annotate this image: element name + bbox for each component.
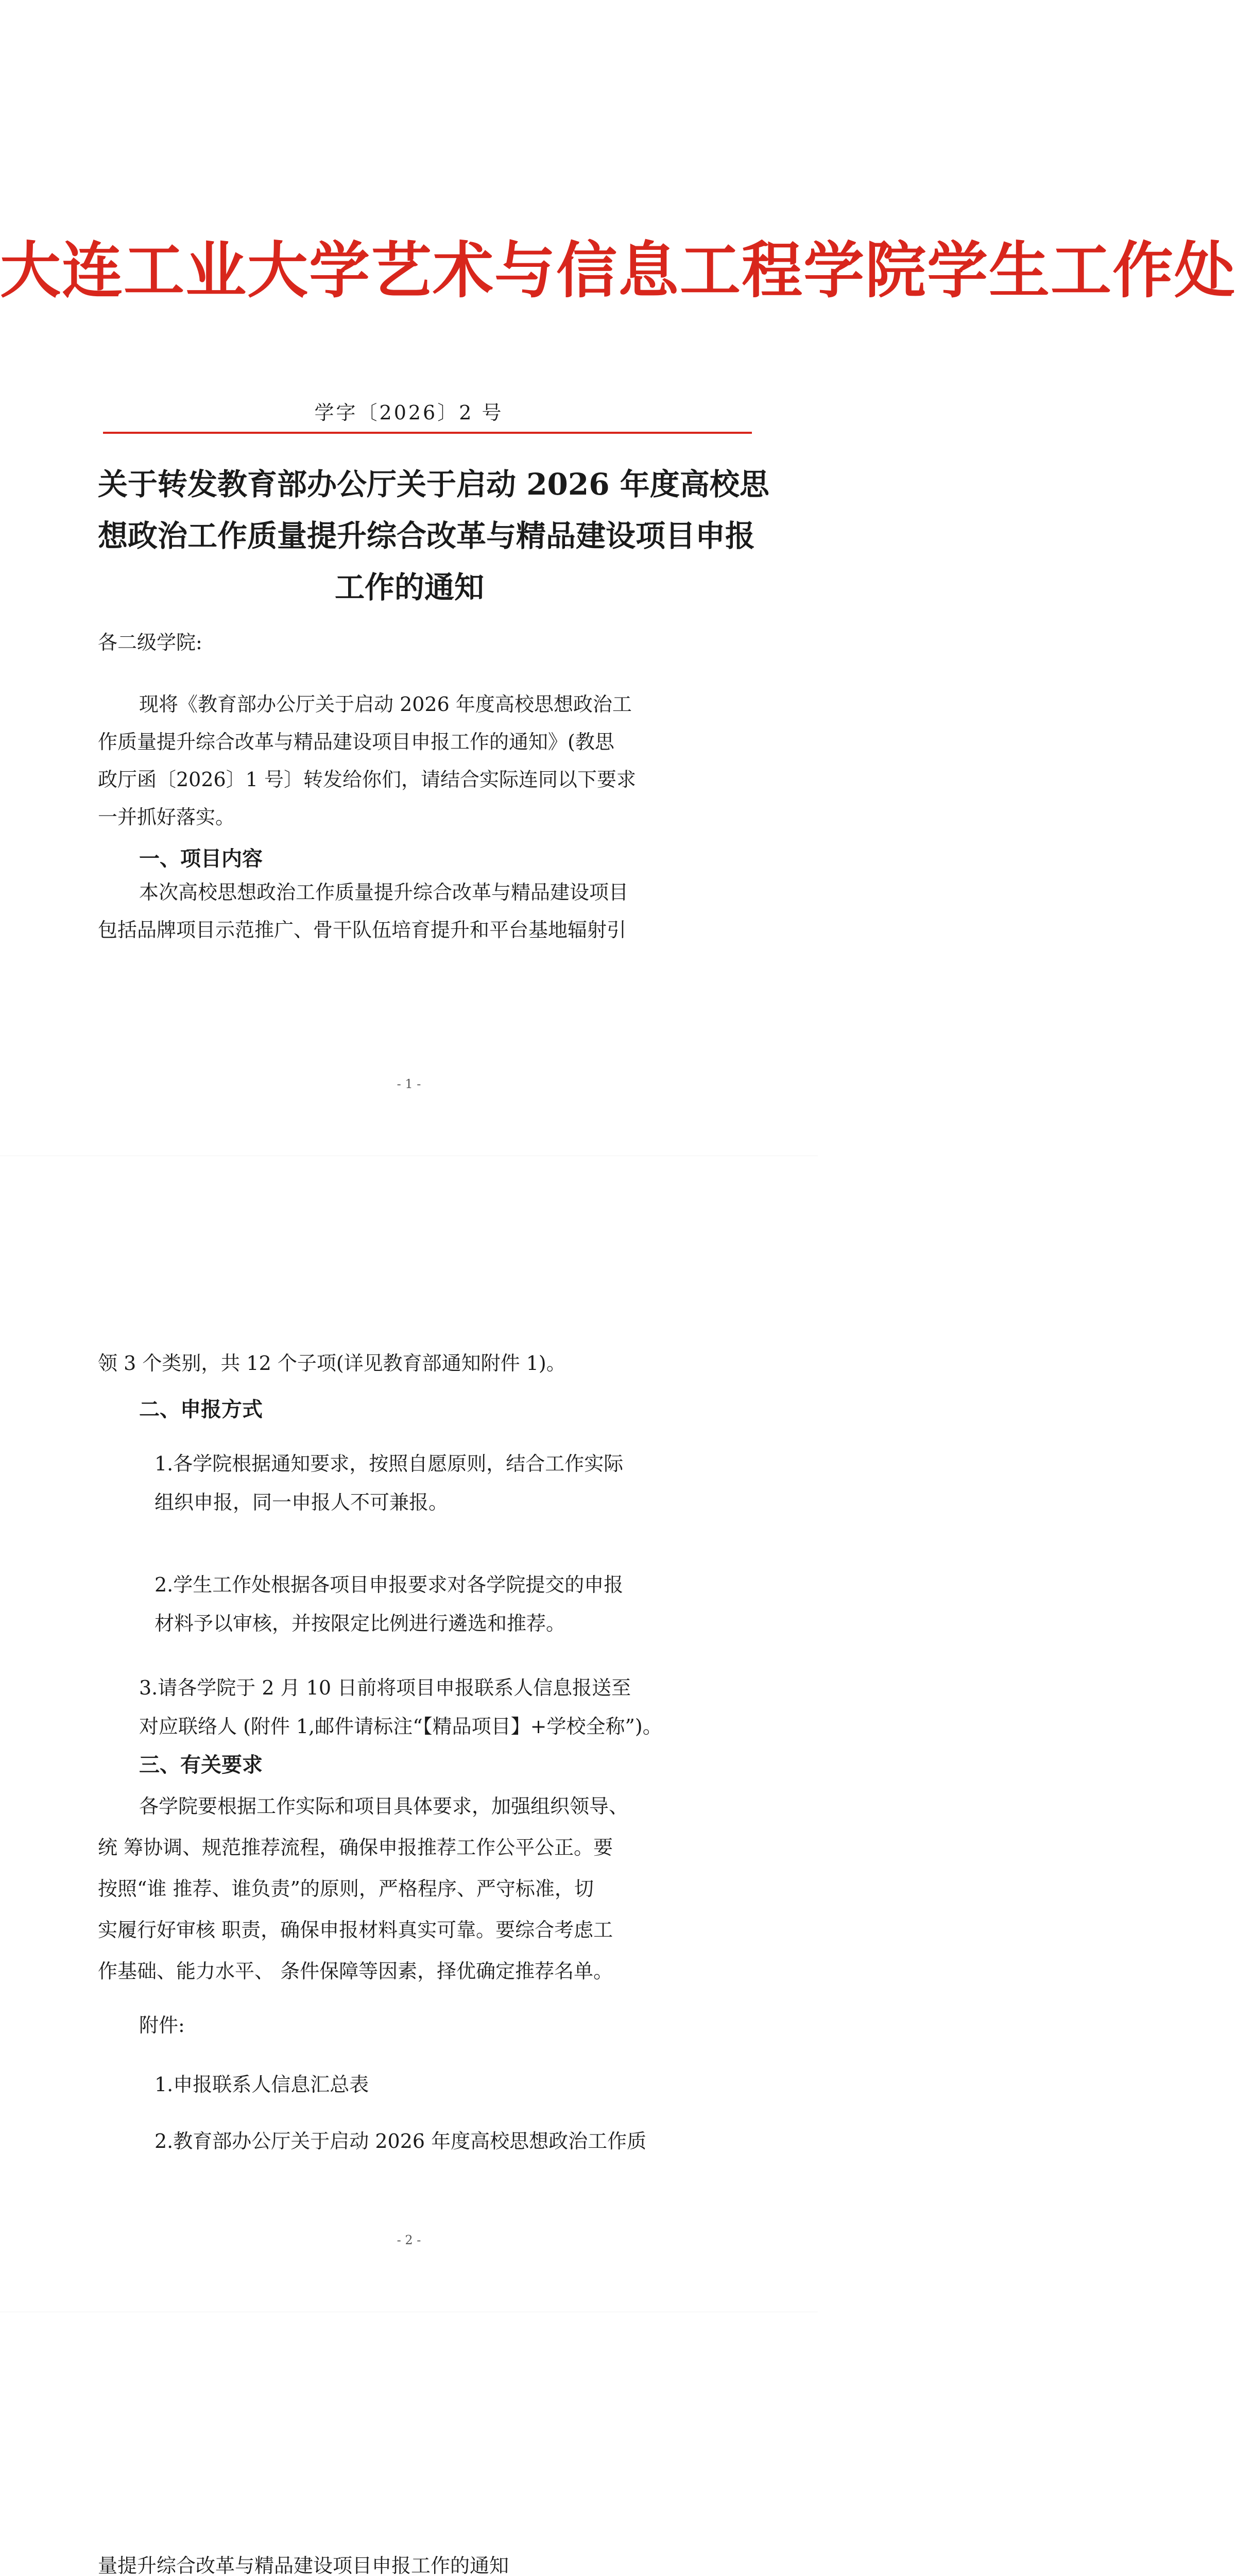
page-3	[0, 2312, 818, 2576]
section2-item-line: 材料予以审核，并按限定比例进行遴选和推荐。	[154, 1612, 566, 1635]
section3-line: 统 筹协调、规范推荐流程，确保申报推荐工作公平公正。要	[98, 1836, 613, 1859]
title-line: 工作的通知	[334, 570, 484, 605]
section-heading-3: 三、有关要求	[139, 1753, 263, 1777]
section2-item-line: 2.学生工作处根据各项目申报要求对各学院提交的申报	[154, 1573, 624, 1596]
intro-line: 现将《教育部办公厅关于启动 2026 年度高校思想政治工	[139, 693, 632, 716]
section2-item-line: 组织申报，同一申报人不可兼报。	[154, 1491, 449, 1514]
section1-line: 本次高校思想政治工作质量提升综合改革与精品建设项目	[139, 881, 629, 904]
section3-line: 按照“谁 推荐、谁负责”的原则，严格程序、严守标准，切	[98, 1877, 594, 1900]
intro-line: 一并抓好落实。	[98, 806, 235, 828]
attachment-item-continued: 量提升综合改革与精品建设项目申报工作的通知	[98, 2554, 509, 2576]
org-header-title: 大连工业大学艺术与信息工程学院学生工作处	[0, 234, 1236, 306]
salutation: 各二级学院:	[98, 631, 202, 654]
section3-line: 各学院要根据工作实际和项目具体要求，加强组织领导、	[139, 1795, 629, 1818]
title-line: 关于转发教育部办公厅关于启动 2026 年度高校思	[98, 467, 769, 502]
page-number: - 1 -	[397, 1077, 421, 1091]
intro-line: 政厅函〔2026〕1 号〕转发给你们，请结合实际连同以下要求	[98, 768, 636, 791]
section1-line: 包括品牌项目示范推广、骨干队伍培育提升和平台基地辐射引	[98, 919, 627, 941]
section3-line: 作基础、能力水平、 条件保障等因素，择优确定推荐名单。	[98, 1960, 613, 1982]
page-1	[0, 0, 1236, 1156]
attachment-item: 2.教育部办公厅关于启动 2026 年度高校思想政治工作质	[154, 2130, 647, 2153]
document-title	[98, 459, 769, 613]
intro-line: 作质量提升综合改革与精品建设项目申报工作的通知》(教思	[98, 731, 614, 753]
title-line: 想政治工作质量提升综合改革与精品建设项目申报	[98, 518, 756, 553]
section1-line: 领 3 个类别，共 12 个子项(详见教育部通知附件 1)。	[98, 1352, 566, 1375]
section-heading-1: 一、项目内容	[139, 846, 263, 871]
attachments-label: 附件:	[139, 2014, 185, 2037]
page-number: - 2 -	[397, 2233, 421, 2247]
section2-item-line: 对应联络人 (附件 1,邮件请标注“【精品项目】+学校全称”)。	[139, 1715, 662, 1738]
section-heading-2: 二、申报方式	[139, 1397, 263, 1421]
attachment-item: 1.申报联系人信息汇总表	[154, 2073, 369, 2096]
page-2	[0, 1156, 818, 2312]
section2-item-line: 3.请各学院于 2 月 10 日前将项目申报联系人信息报送至	[139, 1676, 631, 1699]
section3-line: 实履行好审核 职责，确保申报材料真实可靠。要综合考虑工	[98, 1919, 613, 1941]
document-number: 学字〔2026〕2 号	[314, 401, 504, 424]
section2-item-line: 1.各学院根据通知要求，按照自愿原则，结合工作实际	[154, 1452, 624, 1475]
header-red-rule	[103, 432, 752, 434]
